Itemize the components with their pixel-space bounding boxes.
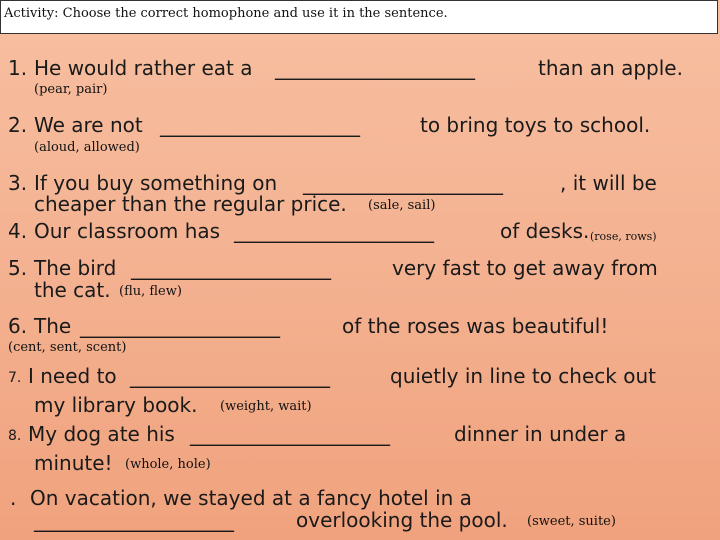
- item-3-text-before: If you buy something on: [34, 171, 278, 195]
- item-5-text-after: very fast to get away from: [392, 256, 658, 280]
- item-8-hint: (whole, hole): [125, 457, 211, 472]
- item-5-blank[interactable]: ____________________: [131, 256, 331, 280]
- item-7-number: 7.: [8, 370, 22, 386]
- item-4-text-after: of desks.: [500, 219, 590, 243]
- item-6-number: 6.: [8, 314, 28, 338]
- item-1-number: 1.: [8, 56, 28, 80]
- item-5-hint: (flu, flew): [119, 284, 182, 299]
- item-5-text-cont: the cat.: [34, 278, 111, 302]
- item-1-text-after: than an apple.: [538, 56, 683, 80]
- item-8-text-before: My dog ate his: [28, 422, 175, 446]
- item-1-text-before: He would rather eat a: [34, 56, 253, 80]
- item-6-hint: (cent, sent, scent): [8, 340, 127, 355]
- item-4-number: 4.: [8, 219, 28, 243]
- item-2-blank[interactable]: ____________________: [160, 113, 360, 137]
- item-7-hint: (weight, wait): [220, 399, 312, 414]
- item-5-number: 5.: [8, 256, 28, 280]
- item-1-hint: (pear, pair): [34, 82, 108, 97]
- item-9-blank[interactable]: ____________________: [34, 508, 234, 532]
- item-3-blank[interactable]: ____________________: [303, 171, 503, 195]
- item-8-text-after: dinner in under a: [454, 422, 627, 446]
- item-4-blank[interactable]: ____________________: [234, 219, 434, 243]
- item-9-number: .: [10, 486, 17, 510]
- activity-header: [0, 0, 718, 34]
- item-8-text-cont: minute!: [34, 451, 113, 475]
- item-7-text-cont: my library book.: [34, 393, 198, 417]
- item-8-number: 8.: [8, 428, 22, 444]
- item-3-text-after: , it will be: [560, 171, 657, 195]
- item-9-text-after: overlooking the pool.: [296, 508, 508, 532]
- item-3-text-cont: cheaper than the regular price.: [34, 192, 347, 216]
- item-2-number: 2.: [8, 113, 28, 137]
- item-2-hint: (aloud, allowed): [34, 140, 140, 155]
- item-6-text-after: of the roses was beautiful!: [342, 314, 609, 338]
- item-7-text-before: I need to: [28, 364, 117, 388]
- item-4-hint: (rose, rows): [590, 230, 657, 243]
- item-7-blank[interactable]: ____________________: [130, 364, 330, 388]
- item-3-hint: (sale, sail): [368, 198, 436, 213]
- item-5-text-before: The bird: [34, 256, 117, 280]
- item-9-text-before: On vacation, we stayed at a fancy hotel in a: [30, 486, 472, 510]
- item-4-text-before: Our classroom has: [34, 219, 221, 243]
- item-7-text-after: quietly in line to check out: [390, 364, 656, 388]
- item-8-blank[interactable]: ____________________: [190, 422, 390, 446]
- item-6-blank[interactable]: ____________________: [80, 314, 280, 338]
- activity-title: Activity: Choose the correct homophone and use it in the sentence.: [4, 6, 448, 21]
- item-2-text-before: We are not: [34, 113, 143, 137]
- item-2-text-after: to bring toys to school.: [420, 113, 651, 137]
- item-9-hint: (sweet, suite): [527, 514, 616, 529]
- item-3-number: 3.: [8, 171, 28, 195]
- item-1-blank[interactable]: ____________________: [275, 56, 475, 80]
- item-6-text-before: The: [34, 314, 72, 338]
